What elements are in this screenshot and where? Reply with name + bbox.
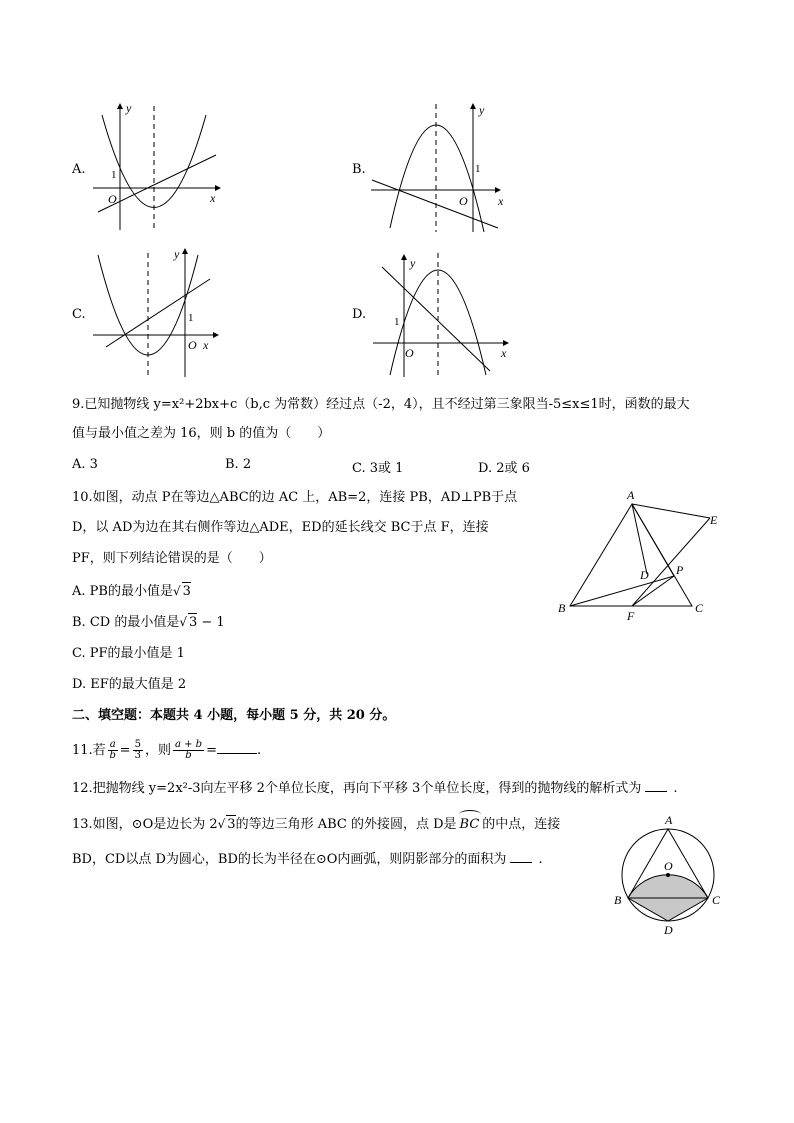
graph-option-d <box>368 245 513 380</box>
q10-option-a: A. PB的最小值是√ 3 <box>72 584 191 599</box>
q13-line1-a: 13.如图，⊙O是边长为 2 <box>72 817 218 832</box>
q10-option-b-text: B. CD 的最小值是 <box>72 615 180 630</box>
q9-option-d: D. 2或 6 <box>478 461 530 476</box>
one-label: 1 <box>394 316 400 328</box>
q10-option-b: B. CD 的最小值是√ 3 − 1 <box>72 615 225 630</box>
q9-option-c: C. 3或 1 <box>352 461 404 476</box>
q9-option-a: A. 3 <box>72 457 98 472</box>
q10-label-b: B <box>558 601 566 615</box>
one-label: 1 <box>111 169 117 181</box>
option-d-label: D. <box>352 307 367 322</box>
q11-end: . <box>256 743 262 758</box>
y-axis-label: y <box>410 256 416 270</box>
option-b-label: B. <box>352 162 366 177</box>
q9-option-b: B. 2 <box>225 457 252 472</box>
q9-line2: 值与最小值之差为 16，则 b 的值为（ ） <box>72 426 331 441</box>
one-label: 1 <box>188 312 194 324</box>
q13-label-d: D <box>664 923 673 937</box>
q13-answer-blank[interactable] <box>510 862 532 863</box>
q10-line3: PF，则下列结论错误的是（ ） <box>72 551 272 566</box>
q13-line1-b: 的等边三角形 ABC 的外接圆，点 D是 <box>235 817 457 832</box>
origin-label: O <box>188 338 197 352</box>
option-a-label: A. <box>72 162 86 177</box>
origin-label: O <box>405 346 414 360</box>
x-axis-label: x <box>498 194 503 208</box>
one-label: 1 <box>475 163 481 175</box>
q11-frac-a-b: $\frac{a}{b}$ <box>109 739 116 761</box>
q12-answer-blank[interactable] <box>645 791 667 792</box>
q9-line1: 9.已知抛物线 y=x²+2bx+c（b,c 为常数）经过点（-2，4），且不经过第三象限当-5≤x≤1时，函数的最大 <box>72 397 690 412</box>
q13-arc-bc: BC <box>460 816 480 834</box>
q13-end: . <box>538 852 543 867</box>
q11-eq: = <box>119 743 131 758</box>
y-axis-label: y <box>126 101 132 115</box>
q10-line1: 10.如图，动点 P在等边△ABC的边 AC 上，AB=2，连接 PB，AD⊥PB于点 <box>72 490 518 505</box>
graph-option-b <box>368 100 503 235</box>
q12-line <box>72 780 677 798</box>
q10-option-a-sqrt: 3 <box>182 584 191 599</box>
q13-line1: 13.如图，⊙O是边长为 2√ 3的等边三角形 ABC 的外接圆，点 D是 BC 的中点，连接 <box>72 815 560 834</box>
q10-label-p: P <box>676 563 684 577</box>
option-c-label: C. <box>72 307 86 322</box>
section2-heading: 二、填空题：本题共 4 小题，每小题 5 分，共 20 分。 <box>72 708 396 723</box>
q10-label-a: A <box>627 488 635 502</box>
y-axis-label: y <box>479 103 485 117</box>
x-axis-label: x <box>501 346 507 360</box>
q10-option-c: C. PF的最小值是 1 <box>72 646 185 661</box>
graph-option-c <box>88 245 223 380</box>
q11-frac-5-3: $\frac{5}{3}$ <box>134 739 141 761</box>
q10-option-a-text: A. PB的最小值是 <box>72 584 173 599</box>
q10-option-b-tail: − 1 <box>197 615 225 630</box>
q10-option-b-sqrt: 3 <box>188 615 198 630</box>
q13-line2-text: BD，CD以点 D为圆心，BD的长为半径在⊙O内画弧，则阴影部分的面积为 <box>72 852 507 867</box>
q11-tail: = <box>206 743 217 758</box>
q13-line2 <box>72 851 543 869</box>
q11-prefix: 11.若 <box>72 743 106 758</box>
y-axis-label: y <box>174 247 180 261</box>
q10-label-c: C <box>695 601 704 615</box>
x-axis-label: x <box>203 338 209 352</box>
q13-figure <box>608 810 728 940</box>
q12-end: . <box>673 781 678 796</box>
q12-text: 12.把抛物线 y=2x²-3向左平移 2个单位长度，再向下平移 3个单位长度，得到的抛物线的解析式为 <box>72 781 642 796</box>
q10-label-e: E <box>710 513 718 527</box>
q10-option-d: D. EF的最大值是 2 <box>72 677 187 692</box>
q13-label-o: O <box>664 859 673 873</box>
x-axis-label: x <box>210 191 216 205</box>
q13-sqrt: 3 <box>227 817 236 832</box>
q13-label-c: C <box>712 893 721 907</box>
q10-label-d: D <box>640 568 649 582</box>
q13-line1-c: 的中点，连接 <box>482 817 561 832</box>
q11-mid: ，则 <box>144 743 171 758</box>
q13-label-a: A <box>665 813 673 827</box>
q11-frac-apb-b: $\frac{a + b}{b}$ <box>174 739 203 761</box>
graph-option-a <box>88 100 223 235</box>
q11-answer-blank[interactable] <box>217 753 257 754</box>
q13-label-b: B <box>614 893 622 907</box>
origin-label: O <box>459 194 468 208</box>
origin-label: O <box>108 192 117 206</box>
q10-figure <box>552 486 732 626</box>
q11-line <box>72 738 261 764</box>
q10-label-f: F <box>627 609 635 623</box>
q10-line2: D，以 AD为边在其右侧作等边△ADE，ED的延长线交 BC于点 F，连接 <box>72 520 489 535</box>
